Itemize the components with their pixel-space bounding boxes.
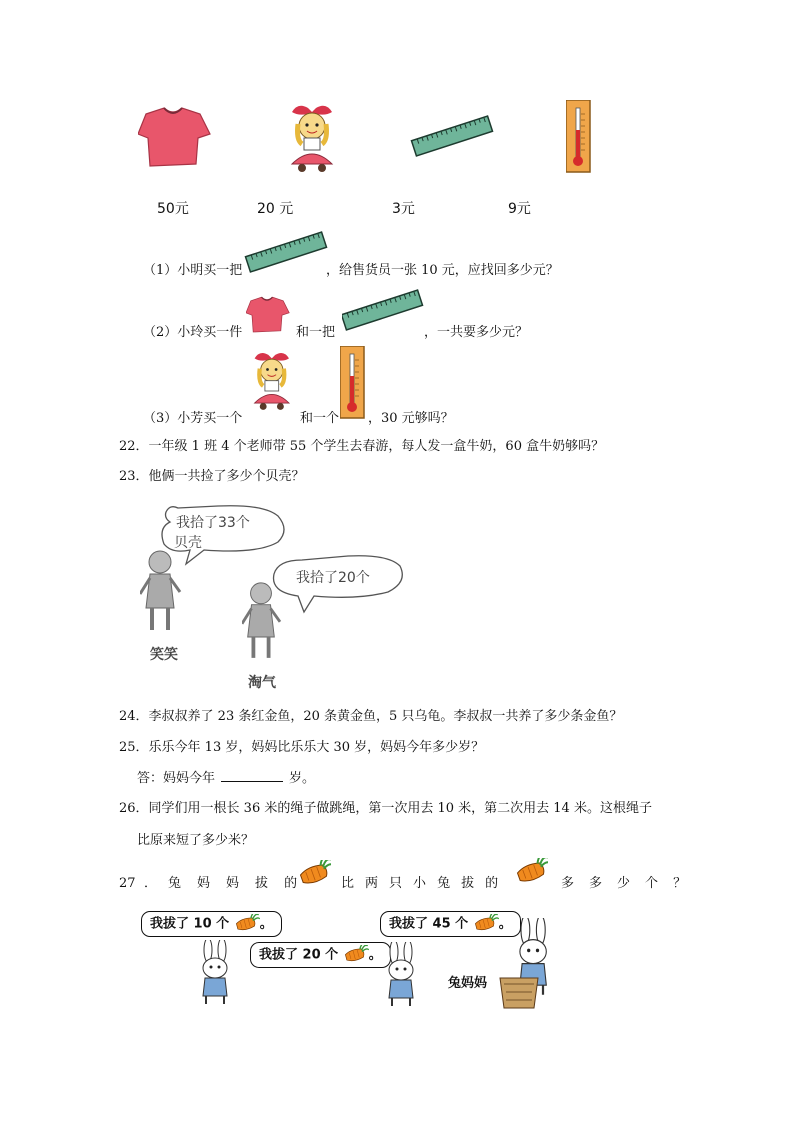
question-27-part-b	[341, 875, 498, 893]
question-26-line1: 26．同学们用一根长 36 米的绳子做跳绳，第一次用去 10 米，第二次用去 14 米。这根绳子	[119, 801, 652, 816]
bunny-icon	[380, 942, 426, 1008]
char: 兔	[437, 876, 451, 891]
doll-icon	[282, 100, 342, 175]
answer-blank[interactable]	[221, 769, 283, 782]
q21-part3-b: 和一个	[300, 411, 340, 426]
char: 少	[617, 876, 631, 891]
char: 拔	[255, 876, 269, 891]
carrot-icon	[297, 860, 331, 890]
thermometer-icon	[566, 100, 592, 174]
answer-25-suffix: 岁。	[289, 771, 316, 786]
bubble-xiaoxiao-line2: 贝壳	[174, 535, 202, 551]
char: 的	[485, 876, 499, 891]
char: 小	[413, 876, 427, 891]
carrot-icon	[473, 914, 499, 934]
char: 多	[561, 876, 575, 891]
price-thermometer: 9元	[508, 201, 531, 217]
q21-part3-a: （3）小芳买一个	[143, 411, 243, 426]
carrot-icon	[343, 945, 369, 965]
doll-icon	[246, 348, 298, 420]
question-27-number: 27	[119, 876, 136, 891]
question-27-dot: ．	[144, 876, 158, 891]
bubble-taoqi: 我拾了20个	[296, 570, 370, 586]
carrot-icon	[234, 914, 260, 934]
ruler-icon	[342, 288, 424, 334]
speech-bubble-bunny-1	[141, 911, 282, 937]
bubble-text: 我拔了 10 个	[150, 916, 230, 932]
char: 比	[341, 876, 355, 891]
q21-part2-a: （2）小玲买一件	[143, 325, 243, 340]
q21-part2-c: ，一共要多少元？	[424, 325, 529, 340]
mother-label: 兔妈妈	[448, 976, 488, 991]
question-23: 23．他俩一共捡了多少个贝壳？	[119, 469, 305, 484]
char: 个	[645, 876, 659, 891]
char: ？	[673, 876, 687, 891]
price-doll: 20 元	[257, 201, 294, 217]
q21-part3-c: ，30 元够吗？	[368, 411, 454, 426]
speech-bubble-bunny-2	[250, 942, 391, 968]
girl-figure-icon	[140, 548, 190, 638]
char: 兔	[168, 876, 182, 891]
bubble-text: 我拔了 45 个	[389, 916, 469, 932]
bunny-icon	[194, 940, 240, 1006]
char: 妈	[197, 876, 211, 891]
mother-bunny-icon	[496, 918, 566, 1010]
bubble-end: 。	[498, 916, 512, 932]
shirt-icon	[138, 106, 212, 168]
q21-part1-a: （1）小明买一把	[143, 263, 243, 278]
bubble-end: 。	[259, 916, 273, 932]
answer-25-prefix: 答：妈妈今年	[137, 771, 216, 786]
thermometer-icon	[340, 346, 366, 420]
bubble-text: 我拔了 20 个	[259, 947, 339, 963]
question-25: 25．乐乐今年 13 岁，妈妈比乐乐大 30 岁，妈妈今年多少岁？	[119, 740, 485, 755]
carrot-icon	[514, 858, 548, 888]
price-shirt: 50元	[157, 201, 189, 217]
answer-25	[137, 769, 315, 788]
bubble-xiaoxiao-line1: 我拾了33个	[176, 515, 250, 531]
name-taoqi: 淘气	[248, 675, 276, 691]
char: 两	[365, 876, 379, 891]
question-22: 22．一年级 1 班 4 个老师带 55 个学生去春游，每人发一盒牛奶，60 盒牛奶够吗？	[119, 439, 605, 454]
question-27-part-c	[561, 875, 686, 893]
ruler-icon	[244, 228, 330, 276]
char: 拔	[461, 876, 475, 891]
char: 妈	[226, 876, 240, 891]
ruler-icon	[408, 108, 498, 164]
question-26-line2: 比原来短了多少米？	[137, 833, 255, 848]
q21-part1-b: ，给售货员一张 10 元，应找回多少元？	[326, 263, 559, 278]
q21-part2-b: 和一把	[296, 325, 336, 340]
char: 只	[389, 876, 403, 891]
char: 多	[589, 876, 603, 891]
shirt-icon	[246, 296, 290, 334]
name-xiaoxiao: 笑笑	[150, 647, 178, 663]
boy-figure-icon	[242, 580, 286, 670]
question-24: 24．李叔叔养了 23 条红金鱼，20 条黄金鱼，5 只乌龟。李叔叔一共养了多少条金鱼？	[119, 709, 623, 724]
question-27-part-a	[168, 875, 297, 893]
bubble-end: 。	[368, 947, 382, 963]
price-ruler: 3元	[392, 201, 415, 217]
char: 的	[284, 876, 298, 891]
